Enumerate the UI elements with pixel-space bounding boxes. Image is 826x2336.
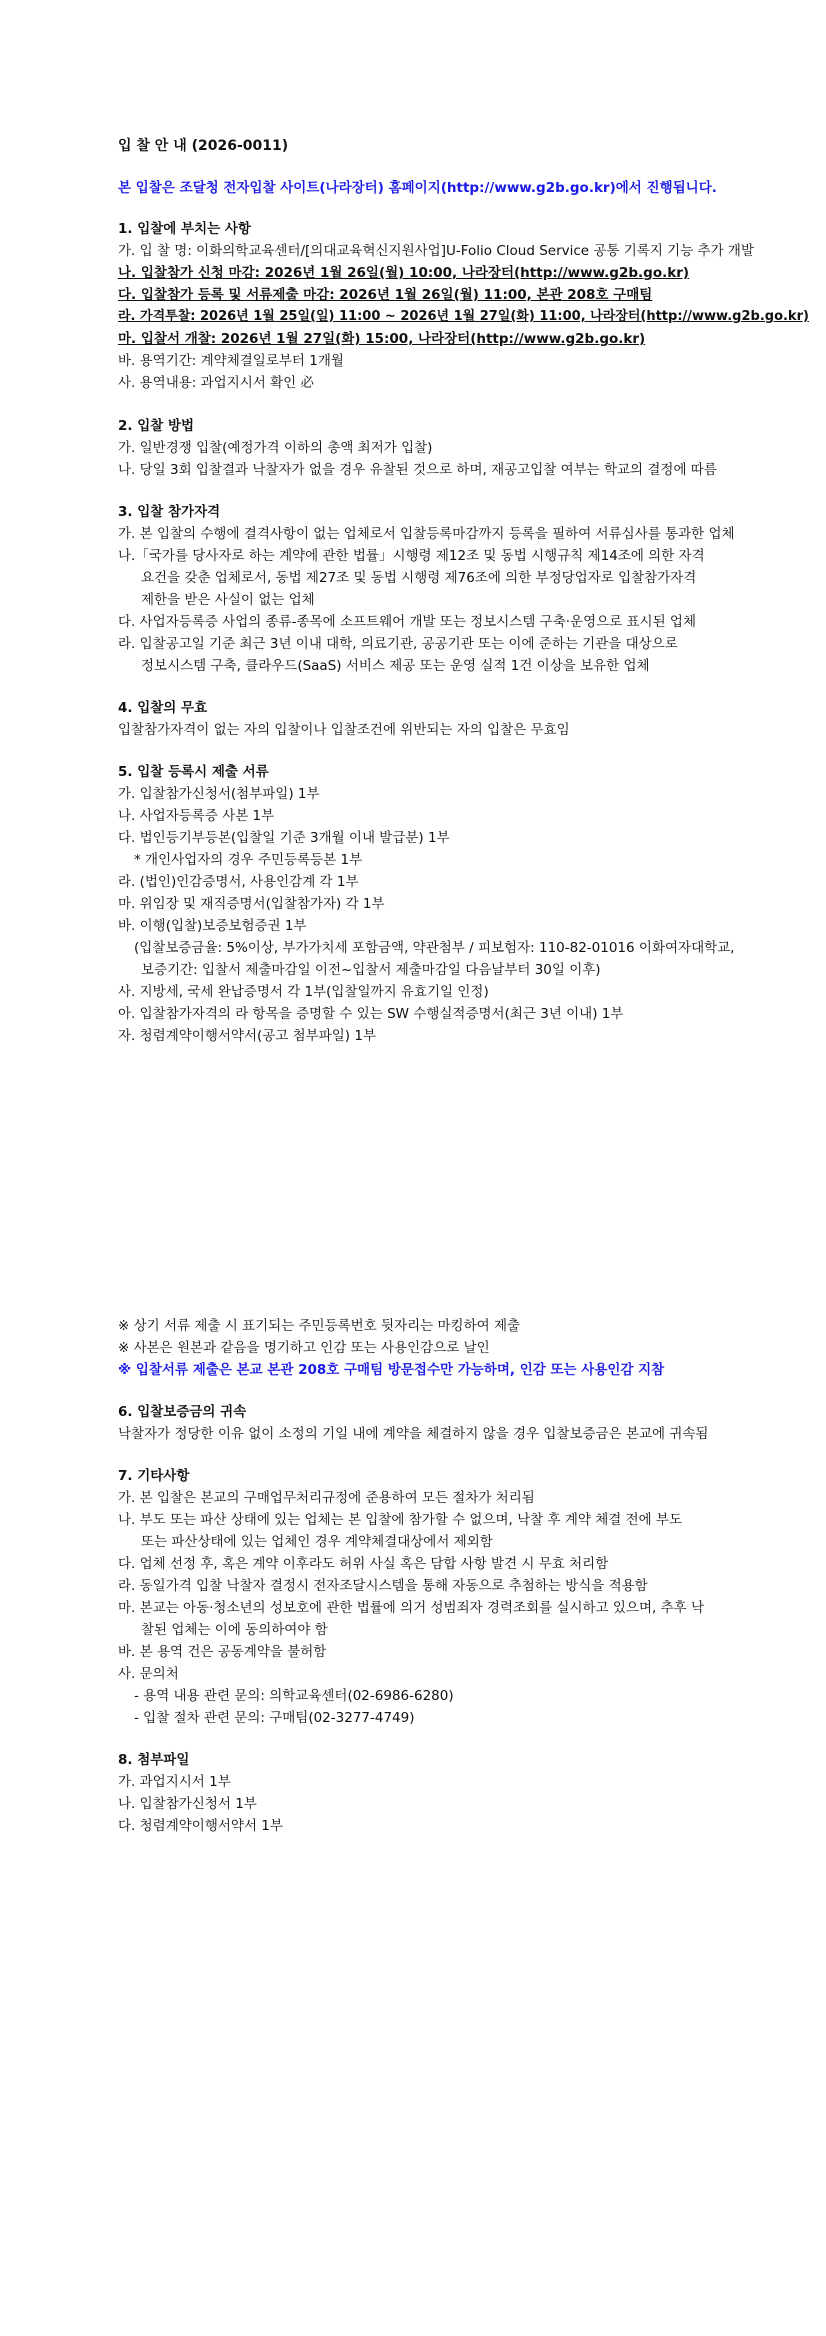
list-item: 마. 본교는 아동·청소년의 성보호에 관한 법률에 의거 성범죄자 경력조회를 실시하고 있으며, 추후 낙 [118, 1600, 705, 1616]
list-item: 라. (법인)인감증명서, 사용인감계 각 1부 [118, 874, 359, 890]
participation-deadline-line: 나. 입찰참가 신청 마감: 2026년 1월 26일(월) 10:00, 나라장터(http://www.g2b.go.kr) [118, 265, 690, 281]
list-item: 사. 지방세, 국세 완납증명서 각 1부(입찰일까지 유효기일 인정) [118, 984, 489, 1000]
list-item: 가. 본 입찰의 수행에 결격사항이 없는 업체로서 입찰등록마감까지 등록을 필하여 서류심사를 통과한 업체 [118, 526, 735, 542]
list-item: 라. 입찰공고일 기준 최근 3년 이내 대학, 의료기관, 공공기관 또는 이에 준하는 기관을 대상으로 [118, 636, 678, 652]
section-1-heading: 1. 입찰에 부치는 사항 [118, 221, 251, 237]
section-7-heading: 7. 기타사항 [118, 1468, 190, 1484]
list-item: 사. 문의처 [118, 1666, 179, 1682]
list-item: 다. 법인등기부등본(입찰일 기준 3개월 이내 발급분) 1부 [118, 830, 450, 846]
list-item: 다. 업체 선정 후, 혹은 계약 이후라도 허위 사실 혹은 담합 사항 발견 시 무효 처리함 [118, 1556, 609, 1572]
list-item: 나.「국가를 당사자로 하는 계약에 관한 법률」시행령 제12조 및 동법 시행규칙 제14조에 의한 자격 [118, 548, 705, 564]
registration-deadline-line: 다. 입찰참가 등록 및 서류제출 마감: 2026년 1월 26일(월) 11:00, 본관 208호 구매팀 [118, 287, 653, 303]
list-item: 바. 본 용역 건은 공동계약을 불허함 [118, 1644, 327, 1660]
contact-line: - 입찰 절차 관련 문의: 구매팀(02-3277-4749) [134, 1710, 415, 1726]
service-period-line: 바. 용역기간: 계약체결일로부터 1개월 [118, 353, 344, 369]
list-item: 아. 입찰참가자격의 라 항목을 증명할 수 있는 SW 수행실적증명서(최근 3년 이내) 1부 [118, 1006, 624, 1022]
list-item-continuation: 정보시스템 구축, 클라우드(SaaS) 서비스 제공 또는 운영 실적 1건 이상을 보유한 업체 [141, 658, 650, 674]
section-4-heading: 4. 입찰의 무효 [118, 700, 208, 716]
list-item: 가. 입찰참가신청서(첨부파일) 1부 [118, 786, 320, 802]
list-item: 라. 동일가격 입찰 낙찰자 결정시 전자조달시스템을 통해 자동으로 추첨하는 방식을 적용함 [118, 1578, 648, 1594]
section-6-heading: 6. 입찰보증금의 귀속 [118, 1404, 247, 1420]
list-item: 다. 사업자등록증 사업의 종류-종목에 소프트웨어 개발 또는 정보시스템 구축·운영으로 표시된 업체 [118, 614, 697, 630]
notice-banner: 본 입찰은 조달청 전자입찰 사이트(나라장터) 홈페이지(http://www.g2b.go.kr)에서 진행됩니다. [118, 180, 717, 196]
list-item-continuation: 요건을 갖춘 업체로서, 동법 제27조 및 동법 시행령 제76조에 의한 부정당업자로 입찰참가자격 [141, 570, 697, 586]
section-5-heading: 5. 입찰 등록시 제출 서류 [118, 764, 269, 780]
list-item: 마. 위임장 및 재직증명서(입찰참가자) 각 1부 [118, 896, 385, 912]
paragraph: 낙찰자가 정당한 이유 없이 소정의 기일 내에 계약을 체결하지 않을 경우 입찰보증금은 본교에 귀속됨 [118, 1426, 709, 1442]
list-item: 가. 일반경쟁 입찰(예정가격 이하의 총액 최저가 입찰) [118, 440, 433, 456]
price-bidding-line: 라. 가격투찰: 2026년 1월 25일(일) 11:00 ~ 2026년 1월 27일(화) 11:00, 나라장터(http://www.g2b.go.kr) [118, 309, 809, 324]
bid-opening-line: 마. 입찰서 개찰: 2026년 1월 27일(화) 15:00, 나라장터(http://www.g2b.go.kr) [118, 331, 646, 347]
list-item-continuation: 제한을 받은 사실이 없는 업체 [141, 592, 315, 608]
document-title: 입 찰 안 내 (2026-0011) [118, 138, 289, 154]
note-line: ※ 사본은 원본과 같음을 명기하고 인감 또는 사용인감으로 날인 [118, 1340, 490, 1356]
paragraph: 입찰참가자격이 없는 자의 입찰이나 입찰조건에 위반되는 자의 입찰은 무효임 [118, 722, 570, 738]
list-item-continuation: 보증기간: 입찰서 제출마감일 이전~입찰서 제출마감일 다음날부터 30일 이후) [141, 962, 601, 978]
list-item: 나. 사업자등록증 사본 1부 [118, 808, 275, 824]
list-item: 가. 본 입찰은 본교의 구매업무처리규정에 준용하여 모든 절차가 처리됨 [118, 1490, 535, 1506]
list-item-note: * 개인사업자의 경우 주민등록등본 1부 [134, 852, 363, 868]
list-item-continuation: 또는 파산상태에 있는 업체인 경우 계약체결대상에서 제외함 [141, 1534, 493, 1550]
attachment-item: 다. 청렴계약이행서약서 1부 [118, 1818, 283, 1834]
attachment-item: 가. 과업지시서 1부 [118, 1774, 231, 1790]
list-item-continuation: (입찰보증금율: 5%이상, 부가가치세 포함금액, 약관첨부 / 피보험자: 110-82-01016 이화여자대학교, [134, 940, 735, 956]
list-item: 바. 이행(입찰)보증보험증권 1부 [118, 918, 307, 934]
list-item: 자. 청렴계약이행서약서(공고 첨부파일) 1부 [118, 1028, 376, 1044]
bid-name-line: 가. 입 찰 명: 이화의학교육센터/[의대교육혁신지원사업]U-Folio Cloud Service 공통 기록지 기능 추가 개발 [118, 243, 754, 259]
section-3-heading: 3. 입찰 참가자격 [118, 504, 221, 520]
contact-line: - 용역 내용 관련 문의: 의학교육센터(02-6986-6280) [134, 1688, 454, 1704]
section-8-heading: 8. 첨부파일 [118, 1752, 190, 1768]
service-content-line: 사. 용역내용: 과업지시서 확인 必 [118, 375, 314, 391]
list-item: 나. 당일 3회 입찰결과 낙찰자가 없을 경우 유찰된 것으로 하며, 재공고입찰 여부는 학교의 결정에 따름 [118, 462, 717, 478]
attachment-item: 나. 입찰참가신청서 1부 [118, 1796, 257, 1812]
note-line-emphasis: ※ 입찰서류 제출은 본교 본관 208호 구매팀 방문접수만 가능하며, 인감 또는 사용인감 지참 [118, 1362, 665, 1378]
section-2-heading: 2. 입찰 방법 [118, 418, 195, 434]
list-item: 나. 부도 또는 파산 상태에 있는 업체는 본 입찰에 참가할 수 없으며, 낙찰 후 계약 체결 전에 부도 [118, 1512, 683, 1528]
list-item-continuation: 찰된 업체는 이에 동의하여야 함 [141, 1622, 328, 1638]
note-line: ※ 상기 서류 제출 시 표기되는 주민등록번호 뒷자리는 마킹하여 제출 [118, 1318, 521, 1334]
